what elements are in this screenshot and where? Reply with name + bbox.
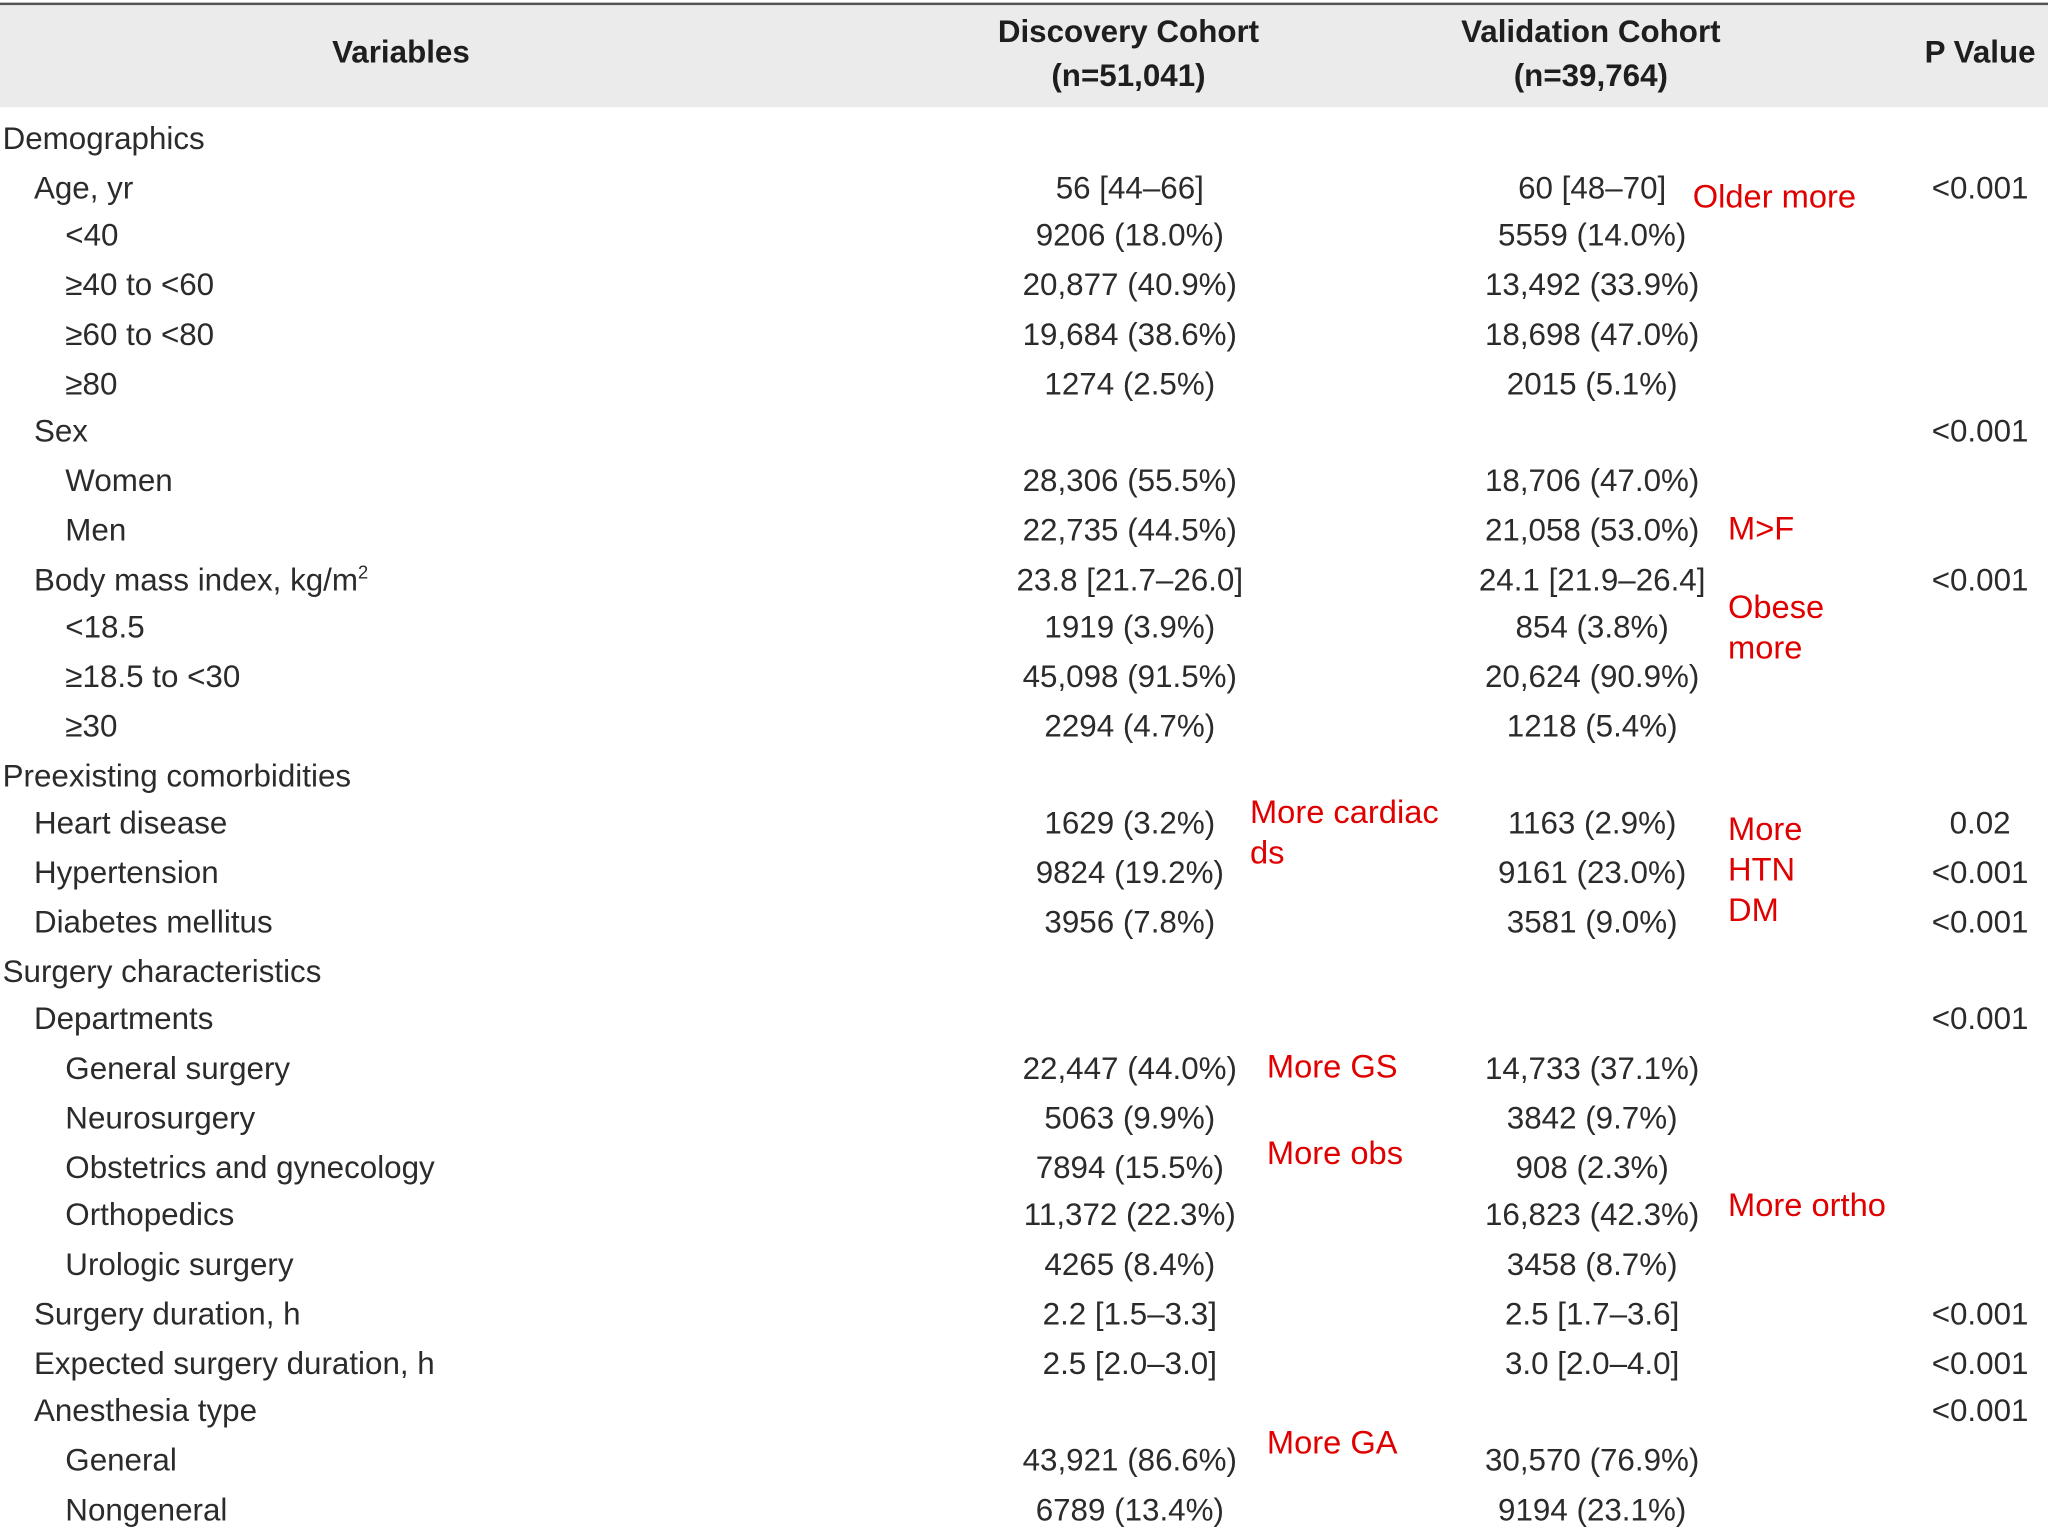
row-label: General [65,1443,177,1479]
validation-value: 3581 (9.0%) [1506,905,1678,941]
red-annotation: More HTN DM [1727,811,1803,929]
validation-value: 5559 (14.0%) [1498,218,1687,254]
p-value: <0.001 [1931,855,2029,891]
discovery-value: 1274 (2.5%) [1044,367,1216,403]
discovery-value: 43,921 (86.6%) [1022,1443,1237,1479]
p-value: 0.02 [1949,805,2011,842]
p-value: <0.001 [1931,1393,2029,1429]
section-heading: Preexisting comorbidities [2,758,352,795]
discovery-value: 45,098 (91.5%) [1022,659,1237,695]
validation-value: 3458 (8.7%) [1506,1247,1678,1283]
row-label: Women [65,463,173,499]
header-pvalue: P Value [1924,35,2036,71]
discovery-value: 7894 (15.5%) [1035,1150,1224,1186]
discovery-value: 28,306 (55.5%) [1022,463,1237,499]
red-annotation: Obese more [1727,589,1825,667]
validation-value: 21,058 (53.0%) [1484,513,1700,549]
table-header [0,5,2048,107]
discovery-value: 20,877 (40.9%) [1022,267,1237,304]
row-label: Men [65,513,127,549]
validation-value: 9194 (23.1%) [1498,1492,1687,1529]
discovery-value: 2.5 [2.0–3.0] [1042,1346,1217,1382]
red-annotation: More ortho [1727,1187,1886,1224]
p-value: <0.001 [1931,562,2029,599]
discovery-value: 19,684 (38.6%) [1022,317,1237,353]
validation-value: 18,706 (47.0%) [1484,463,1700,499]
discovery-value: 1629 (3.2%) [1044,805,1216,842]
row-label: Expected surgery duration, h [33,1346,435,1382]
validation-value: 13,492 (33.9%) [1484,267,1700,304]
red-annotation: More obs [1266,1135,1404,1172]
discovery-value: 9824 (19.2%) [1035,855,1224,891]
validation-value: 30,570 (76.9%) [1484,1443,1700,1479]
row-label: ≥80 [65,367,118,403]
discovery-value: 2294 (4.7%) [1044,709,1216,745]
red-annotation: More cardiac ds [1249,794,1439,872]
validation-value: 60 [48–70] [1518,171,1667,207]
discovery-value: 3956 (7.8%) [1044,905,1216,941]
validation-value: 1163 (2.9%) [1507,805,1677,842]
row-label: Age, yr [33,171,134,207]
red-annotation: M>F [1727,510,1795,548]
validation-value: 18,698 (47.0%) [1484,317,1700,353]
superscript: 2 [358,561,369,583]
header-validation-title: Validation Cohort [1461,14,1721,50]
row-label: General surgery [65,1051,291,1087]
row-label: Urologic surgery [65,1247,294,1283]
discovery-value: 2.2 [1.5–3.3] [1042,1296,1217,1333]
validation-value: 2015 (5.1%) [1506,367,1678,403]
row-label: Nongeneral [65,1492,228,1529]
p-value: <0.001 [1931,1346,2029,1382]
header-validation [1421,10,1761,99]
discovery-value: 23.8 [21.7–26.0] [1016,562,1244,599]
validation-value: 2.5 [1.7–3.6] [1504,1296,1680,1333]
section-heading: Demographics [2,121,205,157]
row-label: <40 [65,218,119,254]
validation-value: 908 (2.3%) [1515,1150,1669,1186]
p-value: <0.001 [1931,905,2029,941]
row-label: Hypertension [33,855,219,891]
row-label: Neurosurgery [65,1101,256,1137]
discovery-value: 11,372 (22.3%) [1023,1197,1236,1233]
row-label: Anesthesia type [33,1393,258,1429]
validation-value: 16,823 (42.3%) [1484,1197,1700,1233]
validation-value: 3.0 [2.0–4.0] [1504,1346,1680,1382]
header-variables: Variables [332,35,470,71]
discovery-value: 5063 (9.9%) [1044,1101,1216,1137]
discovery-value: 9206 (18.0%) [1035,218,1224,254]
row-label: ≥18.5 to <30 [65,659,241,695]
header-discovery [959,10,1299,99]
row-label: Orthopedics [65,1197,235,1233]
red-annotation: More GS [1266,1048,1398,1086]
section-heading: Surgery characteristics [2,954,322,991]
validation-value: 14,733 (37.1%) [1484,1051,1700,1087]
p-value: <0.001 [1931,1296,2029,1333]
discovery-value: 6789 (13.4%) [1035,1492,1224,1529]
validation-value: 20,624 (90.9%) [1484,659,1700,695]
discovery-value: 22,735 (44.5%) [1022,513,1237,549]
row-label: Departments [33,1001,214,1038]
discovery-value: 22,447 (44.0%) [1022,1051,1237,1087]
row-label: Sex [33,414,88,450]
discovery-value: 56 [44–66] [1055,171,1204,207]
red-annotation: More GA [1266,1424,1398,1462]
header-validation-n: (n=39,764) [1513,58,1668,95]
row-label: Obstetrics and gynecology [65,1150,435,1186]
row-label: ≥60 to <80 [65,317,215,353]
p-value: <0.001 [1931,414,2029,450]
row-label: Body mass index, $kg/m^2$ [33,561,369,599]
row-label: Surgery duration, h [33,1296,301,1333]
validation-value: 24.1 [21.9–26.4] [1478,562,1706,599]
validation-value: 1218 (5.4%) [1506,709,1678,745]
p-value: <0.001 [1931,1001,2029,1038]
row-label: Heart disease [33,805,228,842]
discovery-value: 4265 (8.4%) [1044,1247,1216,1283]
validation-value: 3842 (9.7%) [1506,1101,1678,1137]
red-annotation: Older more [1692,178,1857,216]
row-label: Diabetes mellitus [33,905,273,941]
validation-value: 9161 (23.0%) [1498,855,1687,891]
discovery-value: 1919 (3.9%) [1044,609,1216,646]
row-label: ≥40 to <60 [65,267,215,304]
header-discovery-n: (n=51,041) [1051,58,1206,95]
row-label: ≥30 [65,709,118,745]
row-label: <18.5 [65,609,145,646]
p-value: <0.001 [1931,171,2029,207]
validation-value: 854 (3.8%) [1515,609,1669,646]
header-discovery-title: Discovery Cohort [997,14,1260,50]
